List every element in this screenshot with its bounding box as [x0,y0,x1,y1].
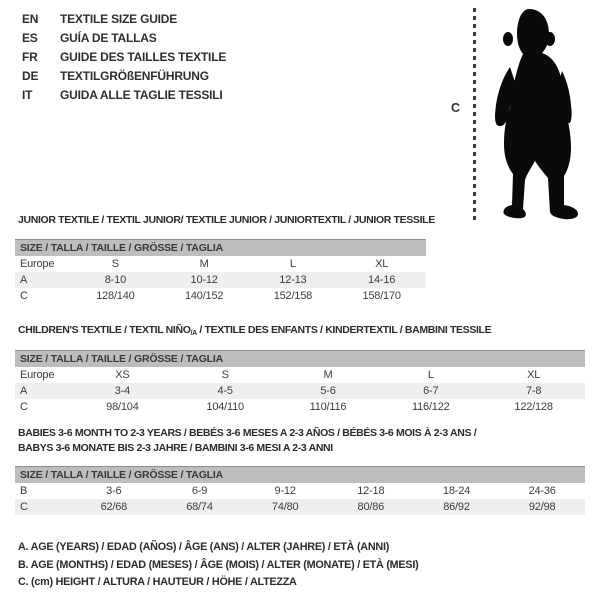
language-title-list [22,10,226,105]
size-cell: 12-13 [279,274,307,286]
size-cell: 92/98 [528,501,556,513]
size-cell: 68/74 [186,501,213,513]
row-label: Europe [20,258,55,270]
heading-text: BABIES 3-6 MONTH TO 2-3 YEARS / BEBÉS 3-6 MESES A 2-3 AÑOS / BÉBÉS 3-6 MOIS À 2-3 ANS / [18,427,477,439]
table-row [15,367,585,383]
lang-title: TEXTILE SIZE GUIDE [60,12,178,26]
table-body [15,367,585,415]
size-cell: 62/68 [100,501,128,513]
lang-code: IT [22,88,33,102]
size-bar: SIZE / TALLA / TAILLE / GRÖSSE / TAGLIA [15,239,426,256]
size-cell: 74/80 [271,501,299,513]
height-measure-label: C [451,101,461,115]
row-label: C [20,290,28,302]
children-size-table [15,350,585,415]
size-cell: S [221,369,229,381]
size-cell: 9-12 [274,485,296,497]
size-cell: 152/158 [273,290,313,302]
row-label: Europe [20,369,55,381]
lang-code: DE [22,69,39,83]
row-label: C [20,401,28,413]
table-row [15,483,585,499]
height-measure-dotted-line [473,8,476,220]
note-age-years: A. AGE (YEARS) / EDAD (AÑOS) / ÂGE (ANS) / ALTER (JAHRE) / ETÀ (ANNI) [18,541,390,553]
lang-row-es [22,29,226,48]
size-cell: XL [375,258,389,270]
size-cell: 10-12 [190,274,218,286]
size-bar: SIZE / TALLA / TAILLE / GRÖSSE / TAGLIA [15,350,585,367]
junior-section-heading [18,213,435,228]
size-cell: 8-10 [104,274,126,286]
table-row [15,383,585,399]
size-cell: 128/140 [96,290,135,302]
heading-text: BABYS 3-6 MONATE BIS 2-3 JAHRE / BAMBINI 3-6 MESI A 2-3 ANNI [18,442,333,454]
size-cell: 14-16 [368,274,396,286]
lang-code: FR [22,50,38,64]
size-cell: 3-4 [114,385,131,397]
babies-size-table [15,466,585,515]
size-cell: XL [527,369,541,381]
size-cell: S [111,258,119,270]
lang-title: TEXTILGRÖßENFÜHRUNG [60,69,209,83]
size-cell: M [199,258,209,270]
size-cell: 140/152 [184,290,224,302]
junior-size-table [15,239,426,304]
size-cell: 6-7 [423,385,439,397]
size-cell: M [323,369,333,381]
table-row [15,272,426,288]
row-label: A [20,385,28,397]
size-cell: 122/128 [514,401,553,413]
babies-section-heading [18,426,476,456]
note-age-months: B. AGE (MONTHS) / EDAD (MESES) / ÂGE (MOIS) / ALTER (MONATE) / ETÀ (MESI) [18,558,419,571]
note-height-cm: C. (cm) HEIGHT / ALTURA / HAUTEUR / HÖHE / ALTEZZA [18,576,297,588]
heading-text: / TEXTILE DES ENFANTS / KINDERTEXTIL / BAMBINI TESSILE [196,324,492,336]
lang-title: GUIDA ALLE TAGLIE TESSILI [60,88,223,102]
row-label: B [20,485,28,497]
size-cell: 104/110 [206,401,244,413]
lang-row-de [22,67,226,86]
lang-row-fr [22,48,226,67]
size-bar: SIZE / TALLA / TAILLE / GRÖSSE / TAGLIA [15,466,585,483]
size-cell: 158/170 [362,290,401,302]
heading-text: JUNIOR TEXTILE / TEXTIL JUNIOR/ TEXTILE JUNIOR / JUNIORTEXTIL / JUNIOR TESSILE [18,214,435,226]
size-cell: 3-6 [106,485,122,497]
row-label: A [20,274,28,286]
size-cell: 86/92 [443,501,470,513]
table-row [15,399,585,415]
heading-subscript: /A [190,330,197,337]
size-cell: 4-5 [217,385,233,397]
row-label: C [20,501,28,513]
table-row [15,256,426,272]
table-row [15,288,426,304]
lang-row-en [22,10,226,29]
size-cell: 98/104 [106,401,139,413]
children-section-heading [18,323,491,341]
size-cell: 18-24 [442,485,471,497]
lang-title: GUÍA DE TALLAS [60,31,157,45]
heading-text: CHILDREN'S TEXTILE / TEXTIL NIÑO [18,324,191,336]
size-cell: 5-6 [320,385,336,397]
table-body [15,256,426,304]
size-cell: 6-9 [191,485,208,497]
lang-title: GUIDE DES TAILLES TEXTILE [60,50,227,64]
lang-code: ES [22,31,38,45]
size-cell: 116/122 [412,401,450,413]
legend-notes [18,539,418,592]
size-cell: 80/86 [357,501,385,513]
size-cell: 24-36 [528,485,556,497]
size-cell: 12-18 [357,485,385,497]
lang-code: EN [22,12,39,26]
size-cell: L [427,369,434,381]
baby-silhouette-image [484,5,588,223]
size-cell: L [289,258,296,270]
lang-row-it [22,86,226,105]
table-body [15,483,585,515]
size-cell: XS [115,369,130,381]
table-row [15,499,585,515]
size-cell: 7-8 [525,385,542,397]
size-cell: 110/116 [309,401,347,413]
